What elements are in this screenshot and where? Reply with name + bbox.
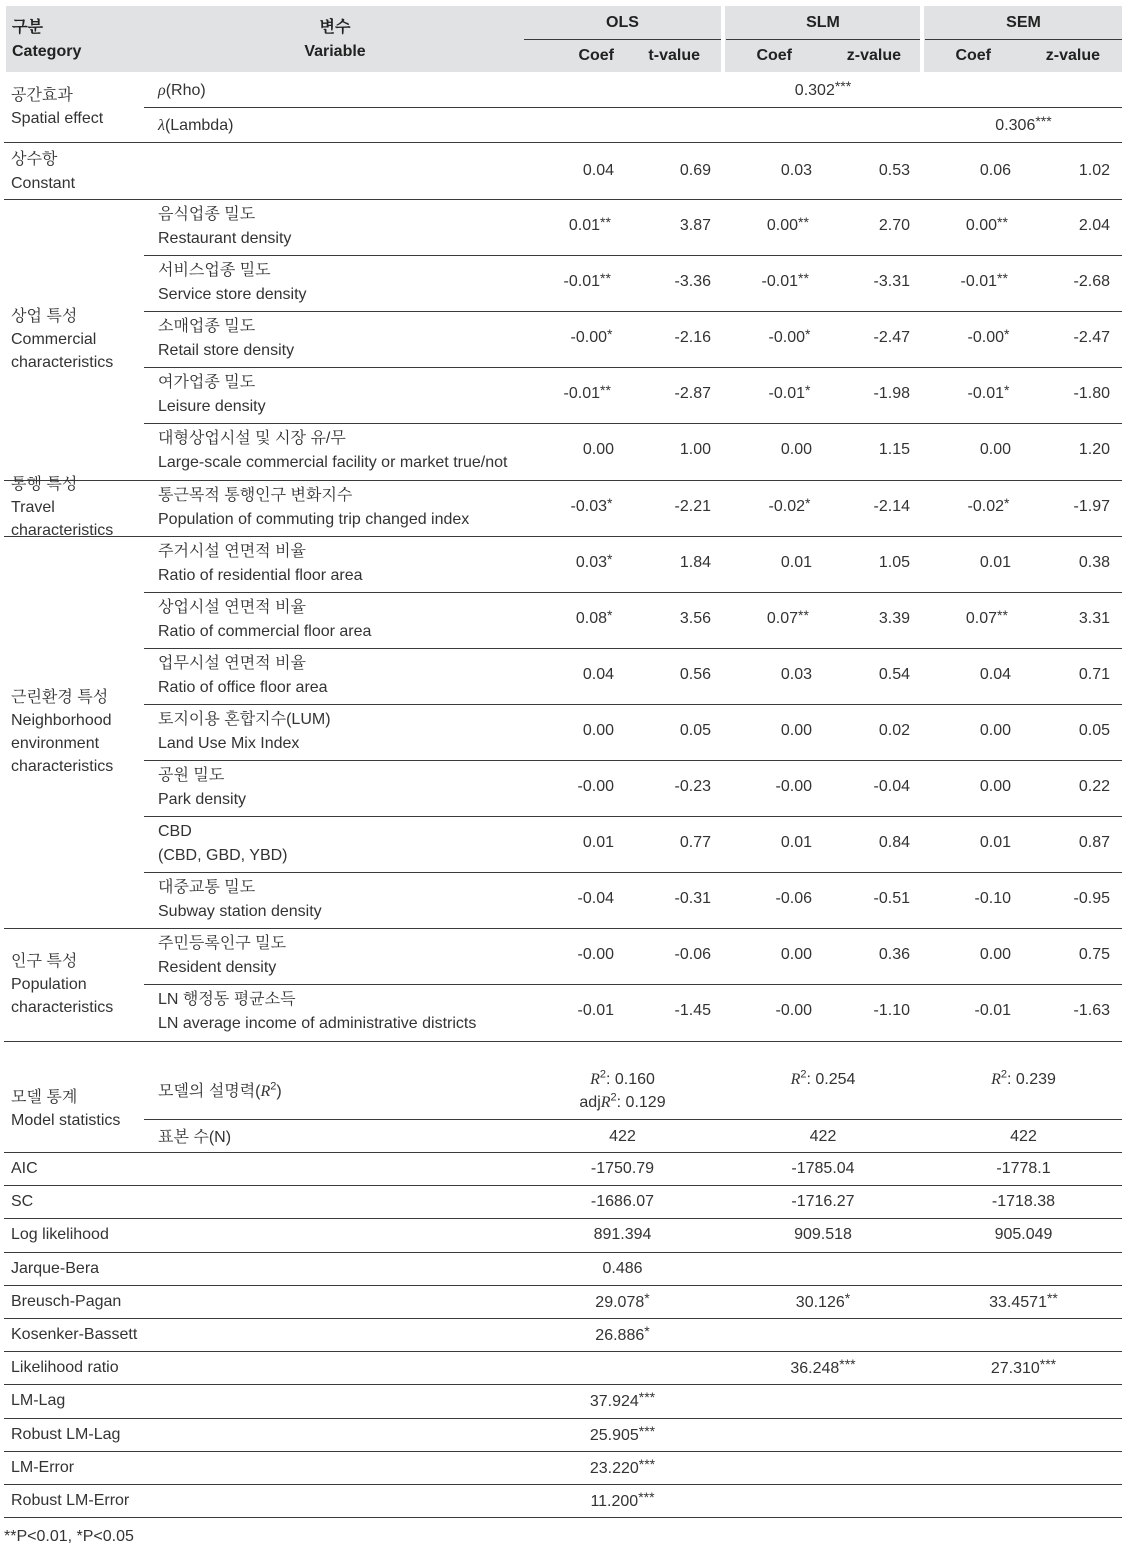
ols-n: 422 — [609, 1128, 636, 1145]
table-cell-value: 0.00 — [780, 441, 812, 459]
group-category-en: characteristics — [11, 999, 114, 1016]
variable-name-ko: CBD — [158, 823, 192, 841]
table-cell-value: -2.87 — [674, 385, 711, 403]
table-cell-value: 0.00 — [780, 721, 812, 739]
model-header-rule — [726, 39, 920, 40]
table-cell-value: -0.00 * — [768, 326, 811, 347]
group-category-en: Travel — [11, 499, 55, 516]
header-separator — [721, 6, 725, 72]
group-category-en: characteristics — [11, 758, 114, 775]
table-cell-value: -1.45 — [674, 1002, 711, 1020]
n-label: 표본 수(N) — [158, 1129, 232, 1146]
group-category-en: Population — [11, 976, 87, 993]
constant-value: 0.06 — [979, 162, 1011, 179]
variable-name-ko: 주거시설 연면적 비율 — [158, 542, 306, 560]
row-divider — [144, 760, 1122, 761]
table-cell-value: 2.04 — [1078, 217, 1110, 234]
table-cell-value: 0.22 — [1078, 778, 1110, 795]
diagnostic-value: 25.905*** — [589, 1423, 656, 1444]
row-divider — [4, 1252, 1122, 1253]
table-cell-value: -2.47 — [873, 329, 910, 347]
table-cell-value: 0.01 — [979, 553, 1011, 571]
table-cell-value: 3.56 — [679, 609, 711, 627]
rho-symbol: ρ — [158, 82, 166, 99]
variable-name-ko: 대중교통 밀도 — [158, 879, 256, 897]
table-cell-value: -1.98 — [873, 385, 910, 403]
table-cell-value: -0.00 * — [570, 326, 613, 347]
table-cell-value: 0.00 — [780, 946, 812, 964]
variable-name-en: Ratio of commercial floor area — [158, 622, 372, 640]
diagnostic-label: Robust LM-Lag — [11, 1426, 121, 1443]
row-divider — [144, 704, 1122, 705]
variable-name-ko: 음식업종 밀도 — [158, 206, 256, 223]
diagnostic-value: 11.200*** — [590, 1489, 655, 1510]
header-separator — [920, 6, 924, 72]
table-cell-value: 0.00 — [979, 441, 1011, 459]
diagnostic-label: Log likelihood — [11, 1226, 109, 1243]
table-cell-value: 2.70 — [878, 217, 910, 234]
row-divider — [144, 648, 1122, 649]
diagnostic-label: AIC — [11, 1160, 38, 1177]
row-divider — [4, 1185, 1122, 1186]
variable-name-ko: 소매업종 밀도 — [158, 318, 256, 336]
header-model-slm: SLM — [806, 14, 840, 31]
table-cell-value: 0.01 — [979, 834, 1011, 852]
header-sem-zvalue: z-value — [1045, 47, 1100, 64]
table-cell-value: 0.54 — [878, 665, 910, 683]
header-ols-tvalue: t-value — [648, 47, 700, 64]
model-stats-category-ko: 모델 통계 — [11, 1089, 78, 1106]
group-category-en: characteristics — [11, 354, 114, 371]
slm-n: 422 — [809, 1128, 837, 1145]
group-category-ko: 근린환경 특성 — [11, 689, 109, 706]
row-divider — [4, 1318, 1122, 1319]
table-cell-value: -2.21 — [674, 497, 711, 515]
table-cell-value: 3.87 — [679, 217, 711, 234]
table-cell-value: 1.84 — [679, 553, 711, 571]
sem-r2: $R^2$: 0.239 — [991, 1068, 1056, 1088]
table-cell-value: 3.39 — [878, 609, 910, 627]
diagnostic-value: 36.248*** — [790, 1356, 856, 1377]
table-cell-value: 0.75 — [1078, 946, 1110, 964]
variable-name-ko: 토지이용 혼합지수(LUM) — [158, 710, 331, 728]
row-divider — [144, 592, 1122, 593]
table-cell-value: -1.63 — [1073, 1002, 1110, 1020]
variable-name-en: Ratio of residential floor area — [158, 566, 363, 584]
model-header-rule — [925, 39, 1122, 40]
group-category-ko: 인구 특성 — [11, 953, 78, 970]
sem-n: 422 — [1010, 1128, 1037, 1145]
table-cell-value: -0.95 — [1073, 890, 1110, 908]
row-divider — [144, 1119, 1122, 1120]
diagnostic-label: LM-Lag — [11, 1392, 66, 1409]
table-cell-value: -1.10 — [873, 1002, 910, 1020]
table-cell-value: -0.02 * — [967, 494, 1010, 515]
row-divider — [4, 1285, 1122, 1286]
constant-value: 0.04 — [582, 162, 614, 179]
table-cell-value: -0.03 * — [570, 494, 613, 515]
row-divider — [4, 1451, 1122, 1452]
table-cell-value: 0.00 ** — [965, 214, 1008, 234]
diagnostic-label: Kosenker-Bassett — [11, 1326, 138, 1343]
diagnostic-value: -1718.38 — [991, 1193, 1056, 1210]
header-sem-coef: Coef — [955, 47, 991, 64]
diagnostic-value: -1716.27 — [791, 1193, 855, 1210]
diagnostic-value: 30.126* — [795, 1290, 851, 1311]
table-cell-value: 0.56 — [679, 665, 711, 683]
model-header-rule — [524, 39, 721, 40]
table-cell-value: -0.00 * — [967, 326, 1010, 347]
table-cell-value: 0.01 — [582, 834, 614, 852]
diagnostic-value: 29.078* — [595, 1290, 650, 1311]
variable-name-en: Ratio of office floor area — [158, 678, 328, 696]
table-cell-value: -0.04 — [873, 778, 910, 795]
table-cell-value: -0.01 ** — [761, 270, 809, 291]
table-cell-value: 0.05 — [1078, 721, 1110, 739]
diagnostic-value: 27.310*** — [990, 1356, 1057, 1377]
table-cell-value: -0.04 — [577, 890, 614, 908]
lambda-symbol: λ — [158, 117, 165, 134]
group-category-en: Neighborhood — [11, 712, 112, 729]
table-cell-value: 0.07 ** — [766, 606, 809, 627]
row-divider — [4, 1351, 1122, 1352]
diagnostic-value: 33.4571** — [989, 1290, 1058, 1311]
table-cell-value: 0.00 — [582, 441, 614, 459]
row-divider — [4, 928, 1122, 929]
table-cell-value: 1.20 — [1078, 441, 1110, 459]
diagnostic-label: SC — [11, 1193, 34, 1210]
row-divider — [144, 984, 1122, 985]
ols-adj-r2: adjR$^2$: 0.129 — [579, 1091, 666, 1111]
row-divider — [144, 107, 1122, 108]
diagnostic-label: Likelihood ratio — [11, 1359, 119, 1376]
diagnostic-value: 37.924*** — [589, 1389, 656, 1410]
table-cell-value: -0.23 — [674, 778, 711, 795]
table-cell-value: 1.05 — [878, 553, 910, 571]
diagnostic-value: -1785.04 — [791, 1160, 855, 1177]
table-cell-value: 0.08 * — [575, 606, 613, 627]
table-cell-value: -0.51 — [873, 890, 910, 908]
table-cell-value: 0.02 — [878, 721, 910, 739]
table-cell-value: -0.00 — [577, 946, 614, 964]
table-cell-value: 0.01 — [780, 553, 812, 571]
footnote: **P<0.01, *P<0.05 — [4, 1528, 134, 1545]
group-category-ko: 통행 특성 — [11, 476, 78, 493]
table-cell-value: -0.01 ** — [563, 382, 611, 403]
constant-category-ko: 상수항 — [11, 151, 58, 168]
table-cell-value: -2.47 — [1073, 329, 1110, 347]
group-category-ko: 상업 특성 — [11, 308, 78, 325]
table-cell-value: 0.05 — [679, 721, 711, 739]
row-divider — [4, 1418, 1122, 1419]
table-cell-value: 3.31 — [1078, 609, 1110, 627]
constant-value: 1.02 — [1078, 162, 1110, 179]
table-cell-value: 1.00 — [679, 441, 711, 459]
variable-name-ko: 여가업종 밀도 — [158, 374, 256, 392]
slm-r2: $R^2$: 0.254 — [790, 1068, 856, 1088]
variable-name-en: Retail store density — [158, 342, 295, 360]
table-cell-value: -0.01 — [974, 1002, 1011, 1020]
row-divider — [144, 816, 1122, 817]
variable-name-en: Land Use Mix Index — [158, 734, 300, 752]
variable-name-en: Park density — [158, 791, 247, 808]
table-cell-value: 0.00 — [582, 721, 614, 739]
variable-name-en: Leisure density — [158, 398, 266, 416]
table-cell-value: -0.01 — [577, 1002, 614, 1020]
constant-value: 0.69 — [679, 162, 711, 179]
group-category-en: Commercial — [11, 331, 97, 348]
variable-name-en: LN average income of administrative districts — [158, 1015, 477, 1033]
row-divider — [4, 1218, 1122, 1219]
table-cell-value: -0.10 — [974, 890, 1011, 908]
row-divider — [144, 255, 1122, 256]
table-cell-value: -0.01 * — [967, 382, 1010, 403]
table-cell-value: 0.07 ** — [965, 606, 1008, 627]
table-cell-value: -0.01 ** — [563, 270, 611, 291]
table-cell-value: 0.01 ** — [568, 214, 611, 234]
table-cell-value: -2.14 — [873, 497, 910, 515]
variable-name-ko: 공원 밀도 — [158, 767, 225, 784]
table-cell-value: 0.00 ** — [766, 214, 809, 234]
table-cell-value: 0.71 — [1078, 665, 1110, 683]
header-model-ols: OLS — [606, 14, 639, 31]
row-divider — [144, 423, 1122, 424]
diagnostic-value: 23.220*** — [589, 1456, 656, 1477]
variable-name-ko: 서비스업종 밀도 — [158, 262, 271, 280]
table-cell-value: 0.84 — [878, 834, 910, 852]
row-divider — [144, 311, 1122, 312]
header-category-ko: 구분 — [12, 19, 43, 36]
variable-name-en: Service store density — [158, 286, 307, 304]
variable-name-ko: 업무시설 연면적 비율 — [158, 654, 306, 672]
rho-label: ρ(Rho) — [158, 82, 206, 99]
header-variable-ko: 변수 — [319, 19, 351, 36]
variable-name-en: Resident density — [158, 959, 277, 977]
header-model-sem: SEM — [1006, 14, 1041, 31]
constant-value: 0.53 — [878, 162, 910, 179]
table-cell-value: -0.00 — [775, 1002, 812, 1020]
row-divider — [144, 367, 1122, 368]
table-cell-value: -1.80 — [1073, 385, 1110, 403]
header-variable-en: Variable — [304, 43, 366, 60]
row-divider — [4, 1384, 1122, 1385]
constant-category-en: Constant — [11, 175, 76, 192]
row-divider — [144, 872, 1122, 873]
header-ols-coef: Coef — [578, 47, 614, 64]
table-cell-value: 0.38 — [1078, 553, 1110, 571]
constant-value: 0.03 — [780, 162, 812, 179]
group-category-en: characteristics — [11, 522, 114, 539]
table-cell-value: -2.16 — [674, 329, 711, 347]
variable-name-en: Large-scale commercial facility or market true/not — [158, 454, 508, 472]
rho-value: 0.302*** — [794, 78, 852, 99]
diagnostic-value: 0.486 — [602, 1260, 643, 1277]
variable-name-en: Restaurant density — [158, 230, 292, 247]
diagnostic-label: Breusch-Pagan — [11, 1293, 122, 1310]
group-category-en: environment — [11, 735, 100, 752]
diagnostic-label: Robust LM-Error — [11, 1492, 130, 1509]
table-cell-value: -3.31 — [873, 273, 910, 291]
variable-name-ko: 통근목적 통행인구 변화지수 — [158, 486, 353, 504]
table-cell-value: 0.36 — [878, 946, 910, 964]
row-divider — [4, 142, 1122, 143]
table-cell-value: -0.00 — [775, 778, 812, 795]
variable-name-ko: 대형상업시설 및 시장 유/무 — [158, 430, 346, 448]
table-cell-value: -0.02 * — [768, 494, 811, 515]
table-cell-value: -1.97 — [1073, 497, 1110, 515]
diagnostic-label: LM-Error — [11, 1459, 75, 1476]
row-divider — [4, 1517, 1122, 1518]
spatial-category-ko: 공간효과 — [11, 87, 73, 104]
variable-name-en: Subway station density — [158, 903, 322, 921]
table-cell-value: -3.36 — [674, 273, 711, 291]
row-divider — [4, 1152, 1122, 1153]
table-cell-value: 1.15 — [878, 441, 910, 459]
table-cell-value: 0.04 — [582, 665, 614, 683]
ols-r2: $R^2$: 0.160 — [590, 1068, 655, 1088]
table-cell-value: -0.06 — [775, 890, 812, 908]
variable-name-ko: 상업시설 연면적 비율 — [158, 598, 306, 616]
diagnostic-value: 891.394 — [593, 1226, 652, 1243]
row-divider — [4, 1041, 1122, 1042]
variable-name-en: (CBD, GBD, YBD) — [158, 847, 288, 865]
table-cell-value: 0.03 * — [575, 550, 613, 571]
variable-name-ko: 주민등록인구 밀도 — [158, 935, 287, 953]
lambda-label: λ(Lambda) — [158, 117, 234, 134]
table-cell-value: 0.03 — [780, 665, 812, 683]
table-cell-value: -0.00 — [577, 778, 614, 795]
lambda-value: 0.306*** — [995, 113, 1052, 134]
table-cell-value: -0.31 — [674, 890, 711, 908]
diagnostic-value: -1686.07 — [590, 1193, 655, 1210]
row-divider — [4, 199, 1122, 200]
diagnostic-value: 905.049 — [994, 1226, 1053, 1243]
spatial-category-en: Spatial effect — [11, 110, 104, 127]
model-stats-category-en: Model statistics — [11, 1112, 121, 1129]
r2-label: 모델의 설명력$(R^2)$ — [158, 1080, 282, 1100]
diagnostic-value: 26.886* — [595, 1323, 650, 1344]
table-cell-value: -0.01 ** — [960, 270, 1008, 291]
row-divider — [4, 480, 1122, 481]
variable-name-ko: LN 행정동 평균소득 — [158, 991, 296, 1009]
table-cell-value: 0.04 — [979, 665, 1011, 683]
table-cell-value: 0.01 — [780, 834, 812, 852]
header-slm-zvalue: z-value — [846, 47, 901, 64]
table-cell-value: -2.68 — [1073, 273, 1110, 291]
diagnostic-label: Jarque-Bera — [11, 1260, 100, 1277]
row-divider — [4, 536, 1122, 537]
table-cell-value: -0.06 — [674, 946, 711, 964]
header-slm-coef: Coef — [756, 47, 792, 64]
diagnostic-value: 909.518 — [794, 1226, 852, 1243]
row-divider — [4, 1484, 1122, 1485]
variable-name-en: Population of commuting trip changed index — [158, 510, 470, 528]
table-cell-value: 0.77 — [679, 834, 711, 852]
table-cell-value: 0.00 — [979, 778, 1011, 795]
diagnostic-value: -1750.79 — [590, 1160, 655, 1177]
table-cell-value: 0.87 — [1078, 834, 1110, 852]
diagnostic-value: -1778.1 — [996, 1160, 1051, 1177]
header-category-en: Category — [12, 43, 82, 60]
table-cell-value: 0.00 — [979, 721, 1011, 739]
table-cell-value: 0.00 — [979, 946, 1011, 964]
table-cell-value: -0.01 * — [768, 382, 811, 403]
